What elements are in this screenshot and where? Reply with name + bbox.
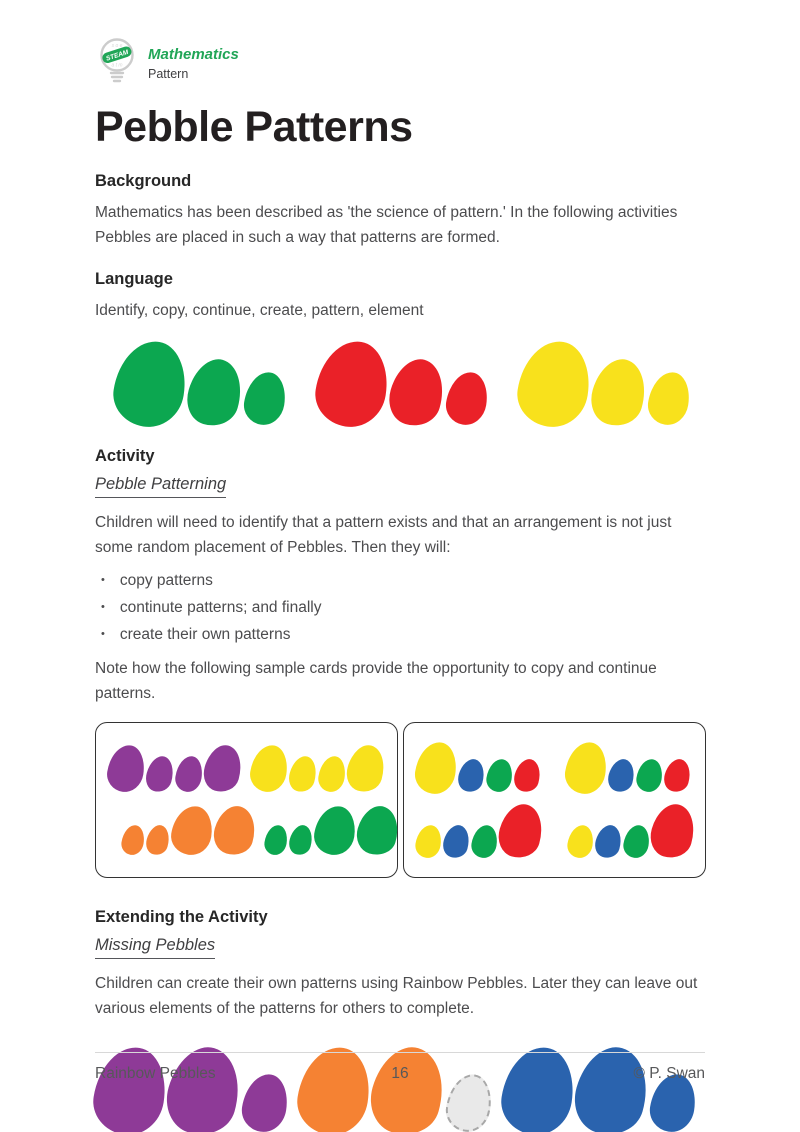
pebble-green (181, 353, 249, 432)
pebble-blue (440, 823, 473, 862)
pebble-yellow (585, 353, 653, 432)
bullet-item (95, 621, 705, 648)
steam-bulb-logo-icon (95, 36, 139, 91)
pebble-yellow (562, 739, 610, 797)
pebble-orange (143, 823, 172, 858)
subject-label: Mathematics (148, 46, 239, 63)
pebble-red (383, 353, 451, 432)
pebble-blue (592, 823, 625, 862)
pebble-purple (143, 753, 178, 795)
page-footer (95, 1052, 705, 1083)
footer-copyright: © P. Swan (633, 1065, 705, 1082)
pebble-yellow (645, 369, 693, 428)
pebble-red (511, 756, 544, 795)
pebble-red (645, 800, 700, 863)
bullet-text: copy patterns (119, 572, 213, 589)
pebble-yellow (248, 742, 291, 794)
pebble-yellow (566, 824, 596, 861)
sample-cards (95, 722, 705, 878)
pebble-yellow (513, 336, 596, 432)
background-paragraph: Mathematics has been described as 'the science of pattern.' In the following activities Pebbles are placed in such a way that patterns are formed. (95, 204, 678, 246)
footer-book-title: Rainbow Pebbles (95, 1065, 216, 1082)
activity-subheading: Pebble Patterning (95, 475, 226, 498)
pebble-green (241, 369, 289, 428)
sample-card-2 (403, 722, 706, 878)
pebble-group (568, 804, 694, 858)
pebble-blue (455, 756, 488, 795)
footer-page-number: 16 (391, 1065, 409, 1082)
pebble-yellow (316, 754, 347, 794)
pebble-purple (199, 741, 247, 796)
pebble-yellow (342, 741, 390, 796)
pebble-yellow (286, 753, 321, 795)
pebble-red (661, 756, 694, 795)
pebble-orange (120, 823, 146, 856)
page-header (95, 36, 705, 91)
pebble-blue (605, 756, 638, 795)
pebble-green (622, 824, 652, 861)
activity-paragraph: Children will need to identify that a pattern exists and that an arrangement is not just some random placement of Pebbles. Then they will: (95, 514, 672, 556)
missing-pebble-illustration (95, 1035, 705, 1132)
bullet-dot-icon: • (101, 601, 105, 613)
pebble-group (108, 745, 241, 792)
pebble-orange (168, 803, 215, 858)
pebble-group (416, 742, 540, 794)
pebble-red (443, 369, 491, 428)
svg-text:s o e: s o e (111, 43, 123, 49)
pebble-green (470, 824, 500, 861)
activity-heading: Activity (95, 447, 155, 465)
bullet-text: continute patterns; and finally (119, 599, 322, 616)
pebble-green (352, 801, 404, 859)
svg-text:a t m: a t m (111, 62, 123, 69)
pebble-size-pattern-illustration (115, 335, 705, 427)
card1-top-row (108, 745, 385, 792)
bullet-dot-icon: • (101, 574, 105, 586)
svg-text:STEAM: STEAM (105, 48, 130, 63)
card2-bottom-row (416, 804, 693, 858)
pebble-purple (105, 742, 148, 794)
pebble-green (263, 823, 289, 856)
pebble-green (286, 823, 315, 858)
card2-top-row (416, 742, 693, 794)
extending-subheading: Missing Pebbles (95, 936, 215, 959)
pebble-yellow (412, 739, 460, 797)
pebble-group (115, 341, 285, 427)
pebble-green (109, 336, 192, 432)
pebble-orange (209, 801, 261, 859)
pebble-group (122, 806, 255, 855)
bullet-item (95, 594, 705, 621)
pebble-green (311, 803, 358, 858)
pebble-group (265, 806, 398, 855)
pebble-green (485, 757, 515, 794)
bullet-text: create their own patterns (119, 626, 291, 643)
pebble-group (317, 341, 487, 427)
pebble-green (635, 757, 665, 794)
extending-paragraph: Children can create their own patterns using Rainbow Pebbles. Later they can leave out various elements of the patterns for others to complete. (95, 975, 698, 1017)
bullet-item (95, 567, 705, 594)
extending-heading: Extending the Activity (95, 908, 268, 926)
language-heading: Language (95, 270, 173, 288)
pebble-red (311, 336, 394, 432)
strand-label: Pattern (148, 67, 189, 81)
activity-bullet-list (95, 567, 705, 648)
sample-card-1 (95, 722, 398, 878)
page-title: Pebble Patterns (95, 103, 413, 151)
pebble-purple (173, 754, 204, 794)
bullet-dot-icon: • (101, 628, 105, 640)
pebble-red (493, 800, 548, 863)
background-heading: Background (95, 172, 192, 190)
pebble-group (251, 745, 384, 792)
pebble-group (519, 341, 689, 427)
card1-bottom-row (122, 806, 385, 855)
activity-note: Note how the following sample cards provide the opportunity to copy and continue patterns. (95, 660, 657, 702)
language-paragraph: Identify, copy, continue, create, pattern, element (95, 302, 424, 319)
pebble-group (416, 804, 542, 858)
pebble-group (566, 742, 690, 794)
pebble-yellow (414, 824, 444, 861)
